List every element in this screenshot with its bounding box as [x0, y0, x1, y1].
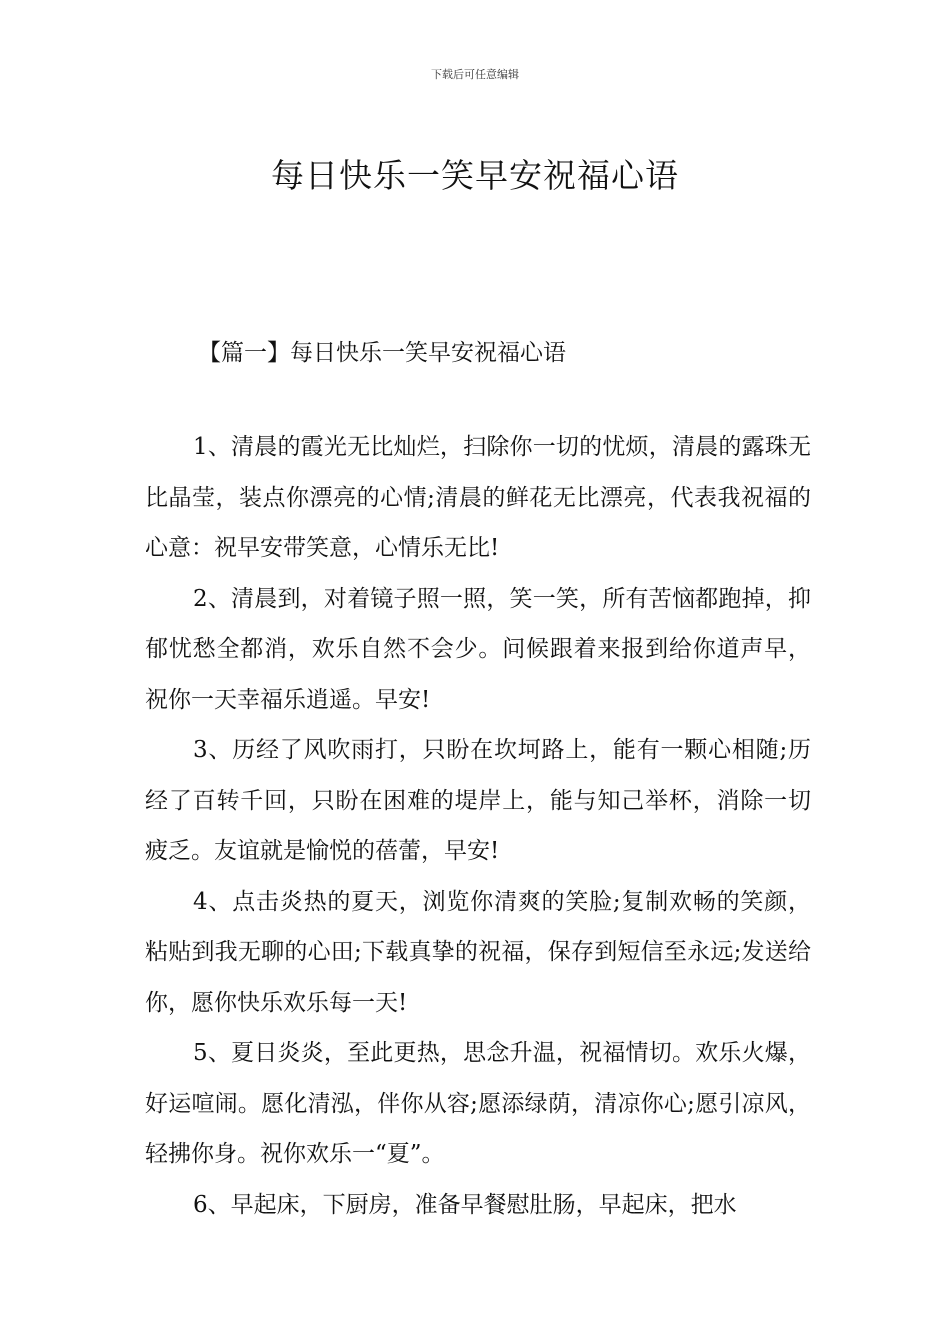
paragraph-4: 4、点击炎热的夏天，浏览你清爽的笑脸;复制欢畅的笑颜，粘贴到我无聊的心田;下载真挚的祝福，保存到短信至永远;发送给你，愿你快乐欢乐每一天! — [145, 888, 811, 1016]
paragraph-1: 1、清晨的霞光无比灿烂，扫除你一切的忧烦，清晨的露珠无比晶莹，装点你漂亮的心情;清晨的鲜花无比漂亮，代表我祝福的心意：祝早安带笑意，心情乐无比! — [145, 434, 811, 561]
paragraph-6: 6、早起床，下厨房，准备早餐慰肚肠，早起床，把水 — [193, 1191, 737, 1218]
section-heading: 【篇一】每日快乐一笑早安祝福心语 — [198, 340, 566, 366]
document-title: 每日快乐一笑早安祝福心语 — [271, 156, 679, 196]
paragraph-2: 2、清晨到，对着镜子照一照，笑一笑，所有苦恼都跑掉，抑郁忧愁全都消，欢乐自然不会少。问候跟着来报到给你道声早，祝你一天幸福乐逍遥。早安! — [145, 585, 811, 713]
paragraph-3: 3、历经了风吹雨打，只盼在坎坷路上，能有一颗心相随;历经了百转千回，只盼在困难的堤岸上，能与知己举杯，消除一切疲乏。友谊就是愉悦的蓓蕾，早安! — [145, 737, 811, 864]
header-note: 下载后可任意编辑 — [431, 68, 519, 81]
paragraph-5: 5、夏日炎炎，至此更热，思念升温，祝福情切。欢乐火爆，好运喧闹。愿化清泓，伴你从容;愿添绿荫，清凉你心;愿引凉风，轻拂你身。祝你欢乐一“夏”。 — [145, 1040, 811, 1167]
body-text — [145, 422, 811, 1230]
